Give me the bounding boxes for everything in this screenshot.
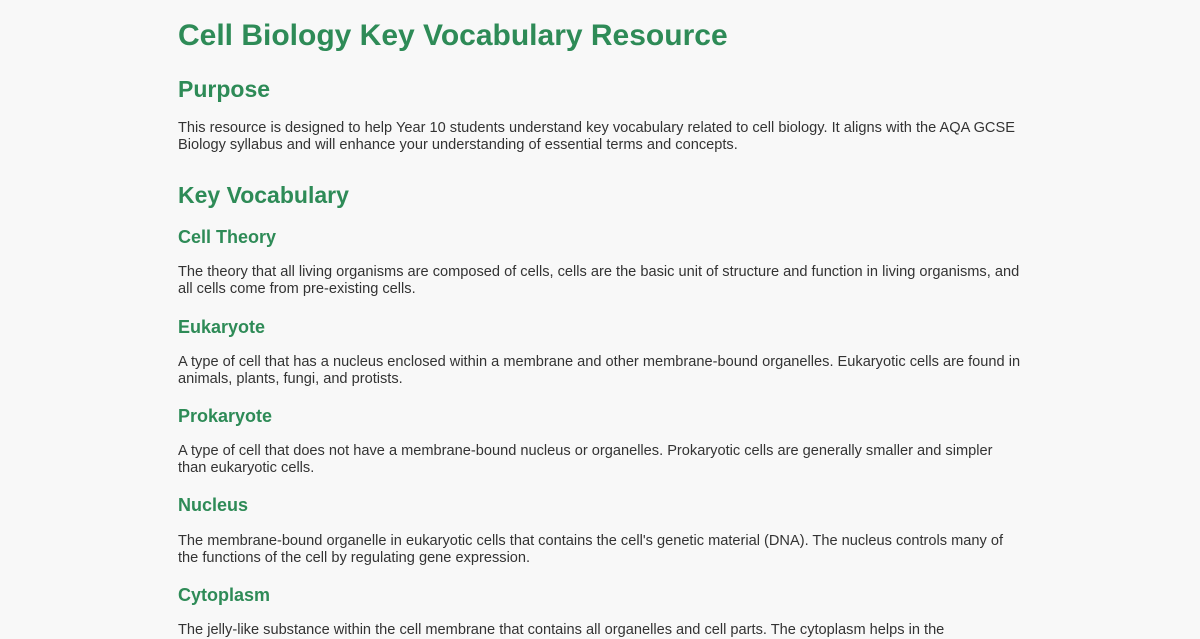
term-definition-cytoplasm: The jelly-like substance within the cell membrane that contains all organelles and cell parts. The cytoplasm helps in the — [178, 622, 945, 638]
page-title: Cell Biology Key Vocabulary Resource — [178, 19, 728, 52]
term-definition-eukaryote: A type of cell that has a nucleus enclosed within a membrane and other membrane-bound organelles. Eukaryotic cells are found in animals, plants, fungi, and protists. — [178, 354, 1021, 387]
term-definition-nucleus: The membrane-bound organelle in eukaryotic cells that contains the cell's genetic material (DNA). The nucleus controls many of the functions of the cell by regulating gene expression. — [178, 533, 1004, 566]
purpose-heading: Purpose — [178, 76, 271, 102]
term-heading-cell-theory: Cell Theory — [178, 227, 277, 247]
term-heading-eukaryote: Eukaryote — [178, 317, 266, 337]
purpose-text: This resource is designed to help Year 10 students understand key vocabulary related to cell biology. It aligns with the AQA GCSE Biology syllabus and will enhance your understanding of essential terms and concepts. — [178, 120, 1015, 153]
key-vocabulary-heading: Key Vocabulary — [178, 182, 349, 208]
term-definition-prokaryote: A type of cell that does not have a membrane-bound nucleus or organelles. Prokaryotic cells are generally smaller and simpler than eukaryotic cells. — [178, 443, 993, 476]
term-definition-cell-theory: The theory that all living organisms are composed of cells, cells are the basic unit of structure and function in living organisms, and all cells come from pre-existing cells. — [178, 264, 1020, 297]
term-heading-prokaryote: Prokaryote — [178, 406, 273, 426]
term-heading-nucleus: Nucleus — [178, 495, 249, 515]
term-heading-cytoplasm: Cytoplasm — [178, 585, 271, 605]
